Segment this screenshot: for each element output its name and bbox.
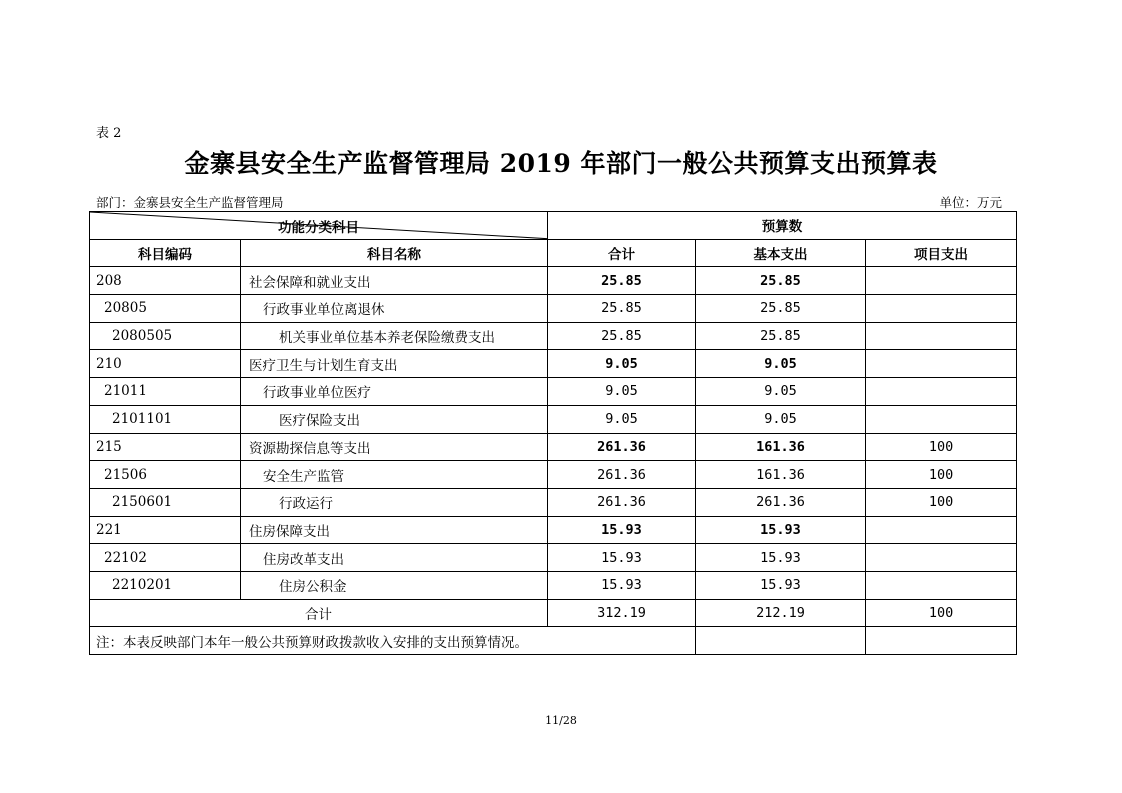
total-cell: 25.85 xyxy=(548,295,696,323)
code-cell: 22102 xyxy=(90,544,241,572)
name-cell: 住房公积金 xyxy=(241,571,548,599)
basic-cell: 25.85 xyxy=(696,267,866,295)
basic-cell: 15.93 xyxy=(696,571,866,599)
budget-group-header: 预算数 xyxy=(548,212,1017,240)
total-cell: 15.93 xyxy=(548,571,696,599)
name-cell: 安全生产监管 xyxy=(241,461,548,489)
name-cell: 医疗卫生与计划生育支出 xyxy=(241,350,548,378)
totals-total: 312.19 xyxy=(548,599,696,627)
name-cell: 社会保障和就业支出 xyxy=(241,267,548,295)
code-cell: 221 xyxy=(90,516,241,544)
project-cell xyxy=(866,350,1017,378)
basic-cell: 25.85 xyxy=(696,322,866,350)
table-row xyxy=(90,322,1017,350)
note-row xyxy=(90,627,1017,655)
name-cell: 机关事业单位基本养老保险缴费支出 xyxy=(241,322,548,350)
project-cell xyxy=(866,571,1017,599)
name-cell: 资源勘探信息等支出 xyxy=(241,433,548,461)
name-header: 科目名称 xyxy=(241,239,548,267)
totals-row xyxy=(90,599,1017,627)
code-header: 科目编码 xyxy=(90,239,241,267)
code-cell: 2080505 xyxy=(90,322,241,350)
name-cell: 行政事业单位医疗 xyxy=(241,378,548,406)
function-group-header xyxy=(90,212,548,240)
project-cell xyxy=(866,378,1017,406)
code-cell: 20805 xyxy=(90,295,241,323)
table-row xyxy=(90,461,1017,489)
table-row xyxy=(90,267,1017,295)
project-cell xyxy=(866,405,1017,433)
project-cell xyxy=(866,322,1017,350)
project-cell xyxy=(866,544,1017,572)
table-row xyxy=(90,405,1017,433)
project-cell xyxy=(866,295,1017,323)
basic-cell: 15.93 xyxy=(696,544,866,572)
total-header: 合计 xyxy=(548,239,696,267)
table-row xyxy=(90,544,1017,572)
department-label: 部门：金寨县安全生产监督管理局 xyxy=(96,195,284,210)
note-empty-cell xyxy=(866,627,1017,655)
note-text: 注：本表反映部门本年一般公共预算财政拨款收入安排的支出预算情况。 xyxy=(90,627,696,655)
basic-cell: 9.05 xyxy=(696,378,866,406)
code-cell: 21011 xyxy=(90,378,241,406)
code-cell: 208 xyxy=(90,267,241,295)
name-cell: 住房改革支出 xyxy=(241,544,548,572)
project-cell: 100 xyxy=(866,433,1017,461)
name-cell: 医疗保险支出 xyxy=(241,405,548,433)
page-title: 金寨县安全生产监督管理局 2019 年部门一般公共预算支出预算表 xyxy=(184,149,938,178)
total-cell: 261.36 xyxy=(548,488,696,516)
basic-cell: 161.36 xyxy=(696,433,866,461)
total-cell: 9.05 xyxy=(548,378,696,406)
total-cell: 15.93 xyxy=(548,544,696,572)
table-row xyxy=(90,433,1017,461)
basic-cell: 15.93 xyxy=(696,516,866,544)
page-number: 11/28 xyxy=(545,714,577,727)
name-cell: 行政运行 xyxy=(241,488,548,516)
basic-cell: 161.36 xyxy=(696,461,866,489)
total-cell: 25.85 xyxy=(548,322,696,350)
total-cell: 9.05 xyxy=(548,350,696,378)
table-label: 表 2 xyxy=(96,126,122,141)
code-cell: 2101101 xyxy=(90,405,241,433)
total-cell: 261.36 xyxy=(548,461,696,489)
table-row xyxy=(90,378,1017,406)
project-header: 项目支出 xyxy=(866,239,1017,267)
totals-project: 100 xyxy=(866,599,1017,627)
code-cell: 210 xyxy=(90,350,241,378)
budget-table xyxy=(89,211,1017,655)
total-cell: 25.85 xyxy=(548,267,696,295)
table-row xyxy=(90,571,1017,599)
totals-basic: 212.19 xyxy=(696,599,866,627)
project-cell xyxy=(866,516,1017,544)
basic-cell: 9.05 xyxy=(696,405,866,433)
unit-label: 单位：万元 xyxy=(939,195,1002,210)
name-cell: 住房保障支出 xyxy=(241,516,548,544)
basic-header: 基本支出 xyxy=(696,239,866,267)
function-group-label: 功能分类科目 xyxy=(278,220,359,236)
totals-label: 合计 xyxy=(90,599,548,627)
project-cell xyxy=(866,267,1017,295)
header-row-columns xyxy=(90,239,1017,267)
code-cell: 2210201 xyxy=(90,571,241,599)
note-empty-cell xyxy=(696,627,866,655)
project-cell: 100 xyxy=(866,488,1017,516)
header-row-groups xyxy=(90,212,1017,240)
total-cell: 261.36 xyxy=(548,433,696,461)
basic-cell: 261.36 xyxy=(696,488,866,516)
project-cell: 100 xyxy=(866,461,1017,489)
name-cell: 行政事业单位离退休 xyxy=(241,295,548,323)
table-row xyxy=(90,295,1017,323)
code-cell: 21506 xyxy=(90,461,241,489)
table-row xyxy=(90,516,1017,544)
total-cell: 9.05 xyxy=(548,405,696,433)
table-row xyxy=(90,488,1017,516)
code-cell: 2150601 xyxy=(90,488,241,516)
table-row xyxy=(90,350,1017,378)
code-cell: 215 xyxy=(90,433,241,461)
total-cell: 15.93 xyxy=(548,516,696,544)
basic-cell: 25.85 xyxy=(696,295,866,323)
basic-cell: 9.05 xyxy=(696,350,866,378)
